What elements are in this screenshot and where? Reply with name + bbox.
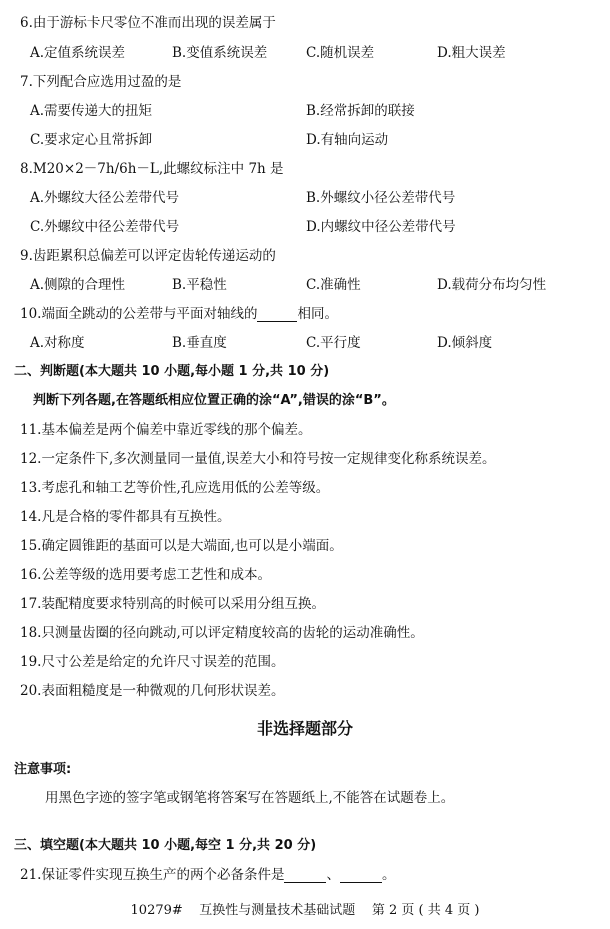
q21-stem-before: 21.保证零件实现互换生产的两个必备条件是 <box>20 867 285 883</box>
q10-option-b: B.垂直度 <box>172 335 227 351</box>
q10-stem-after: 相同。 <box>297 306 338 322</box>
judgment-item-11: 11.基本偏差是两个偏差中靠近零线的那个偏差。 <box>20 422 312 438</box>
part-title: 非选择题部分 <box>256 719 353 738</box>
question-10-stem <box>20 302 338 322</box>
q6-option-b: B.变值系统误差 <box>172 45 268 61</box>
section-3-heading: 三、填空题(本大题共 10 小题,每空 1 分,共 20 分) <box>14 838 317 853</box>
judgment-item-19: 19.尺寸公差是给定的允许尺寸误差的范围。 <box>20 654 285 670</box>
q6-option-c: C.随机误差 <box>306 45 375 61</box>
question-9-stem: 9.齿距累积总偏差可以评定齿轮传递运动的 <box>20 248 276 264</box>
q9-option-b: B.平稳性 <box>172 277 227 293</box>
q7-option-b: B.经常拆卸的联接 <box>306 103 415 119</box>
q8-option-c: C.外螺纹中径公差带代号 <box>30 219 180 235</box>
q9-option-a: A.侧隙的合理性 <box>30 277 126 293</box>
question-6-stem: 6.由于游标卡尺零位不准而出现的误差属于 <box>20 15 276 31</box>
q21-stem-after: 。 <box>381 867 396 883</box>
q6-option-d: D.粗大误差 <box>437 45 506 61</box>
q8-option-b: B.外螺纹小径公差带代号 <box>306 190 456 206</box>
q21-answer-blank-1 <box>284 868 326 883</box>
question-7-stem: 7.下列配合应选用过盈的是 <box>20 74 182 90</box>
q10-stem-before: 10.端面全跳动的公差带与平面对轴线的 <box>20 306 258 322</box>
judgment-item-13: 13.考虑孔和轴工艺等价性,孔应选用低的公差等级。 <box>20 480 330 496</box>
q8-option-d: D.内螺纹中径公差带代号 <box>306 219 456 235</box>
judgment-item-14: 14.凡是合格的零件都具有互换性。 <box>20 509 231 525</box>
q10-option-a: A.对称度 <box>30 335 85 351</box>
notice-text: 用黑色字迹的签字笔或钢笔将答案写在答题纸上,不能答在试题卷上。 <box>45 790 455 806</box>
judgment-item-18: 18.只测量齿圈的径向跳动,可以评定精度较高的齿轮的运动准确性。 <box>20 625 424 641</box>
question-8-stem: 8.M20×2－7h/6h－L,此螺纹标注中 7h 是 <box>20 161 284 177</box>
judgment-item-17: 17.装配精度要求特别高的时候可以采用分组互换。 <box>20 596 325 612</box>
q10-answer-blank <box>257 307 297 322</box>
q8-option-a: A.外螺纹大径公差带代号 <box>30 190 180 206</box>
q9-option-d: D.载荷分布均匀性 <box>437 277 547 293</box>
judgment-item-16: 16.公差等级的选用要考虑工艺性和成本。 <box>20 567 271 583</box>
q21-answer-blank-2 <box>340 868 382 883</box>
q7-option-a: A.需要传递大的扭矩 <box>30 103 153 119</box>
judgment-item-20: 20.表面粗糙度是一种微观的几何形状误差。 <box>20 683 285 699</box>
q9-option-c: C.准确性 <box>306 277 361 293</box>
judgment-item-12: 12.一定条件下,多次测量同一量值,误差大小和符号按一定规律变化称系统误差。 <box>20 451 496 467</box>
section-2-heading: 二、判断题(本大题共 10 小题,每小题 1 分,共 10 分) <box>14 364 330 379</box>
judgment-item-15: 15.确定圆锥距的基面可以是大端面,也可以是小端面。 <box>20 538 343 554</box>
q21-separator: 、 <box>326 867 340 883</box>
q6-option-a: A.定值系统误差 <box>30 45 126 61</box>
q7-option-d: D.有轴向运动 <box>306 132 389 148</box>
page-footer: 10279# 互换性与测量技术基础试题 第 2 页 ( 共 4 页 ) <box>130 903 480 918</box>
q7-option-c: C.要求定心且常拆卸 <box>30 132 153 148</box>
q10-option-c: C.平行度 <box>306 335 361 351</box>
q10-option-d: D.倾斜度 <box>437 335 493 351</box>
section-2-instruction: 判断下列各题,在答题纸相应位置正确的涂“A”,错误的涂“B”。 <box>33 393 395 408</box>
notice-heading: 注意事项: <box>14 762 72 777</box>
question-21 <box>20 863 395 883</box>
